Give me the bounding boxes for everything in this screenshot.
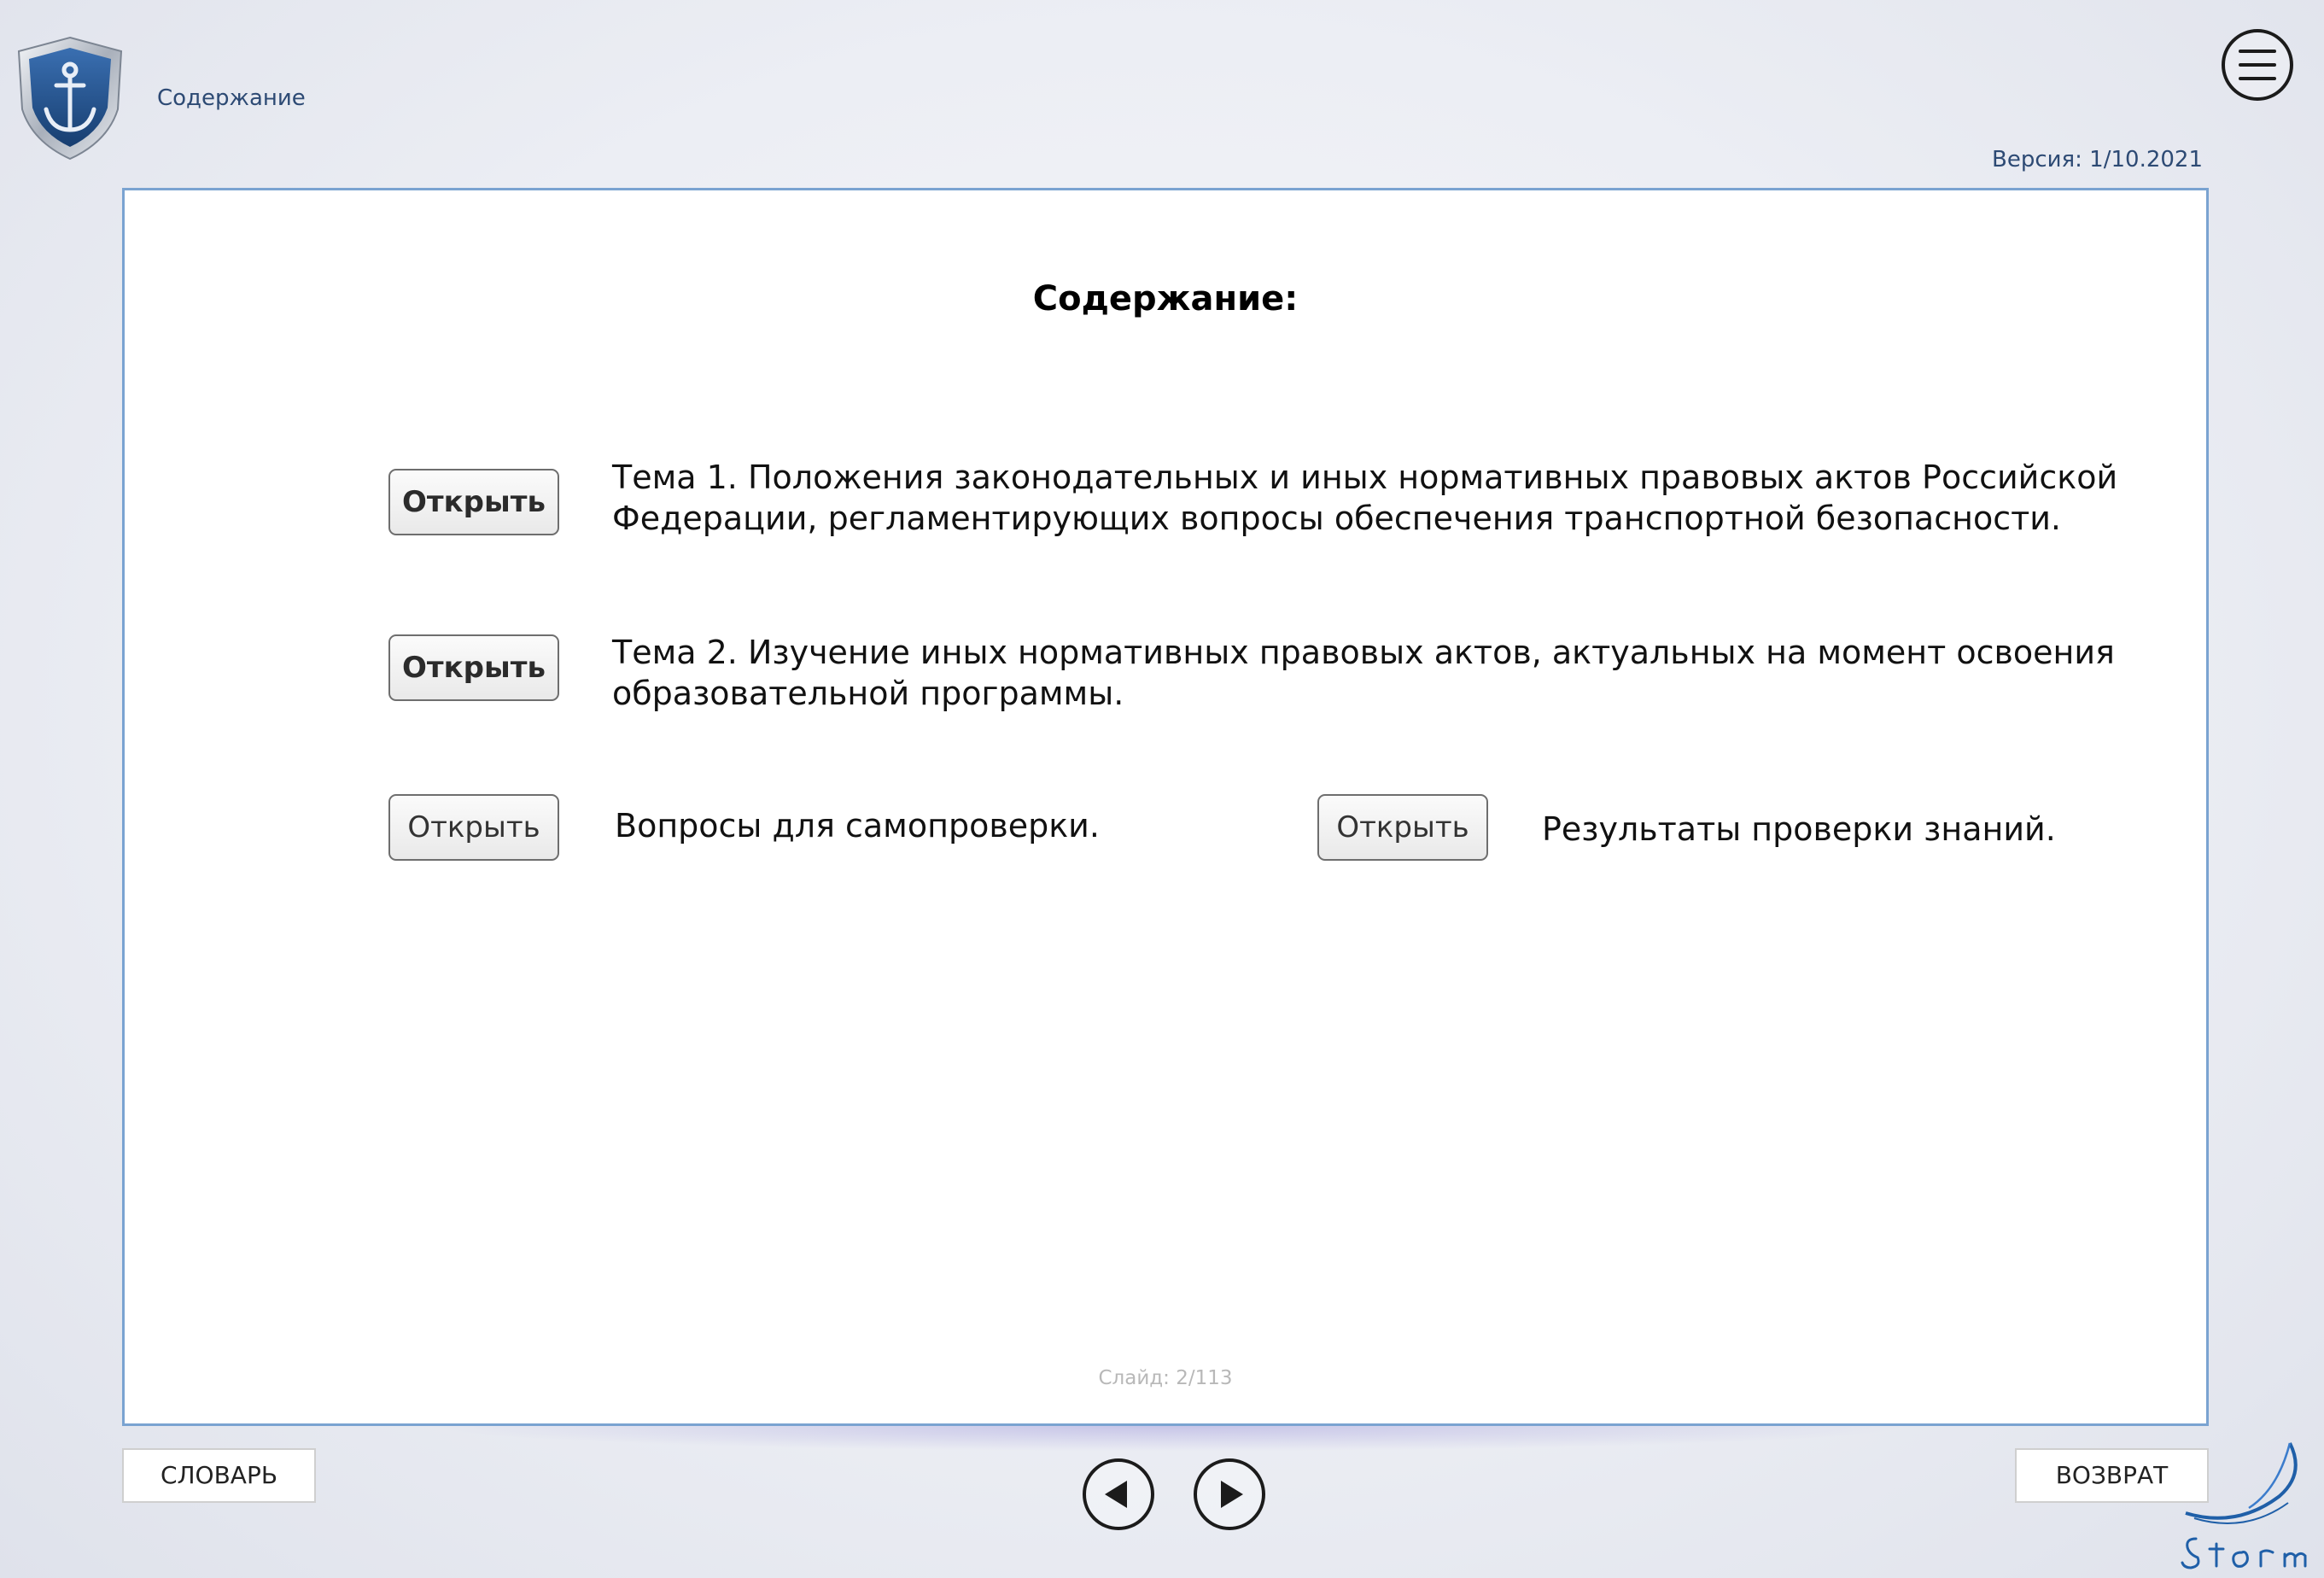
content-panel xyxy=(122,188,2209,1426)
hamburger-menu-icon[interactable] xyxy=(2222,29,2293,101)
results-text: Результаты проверки знаний. xyxy=(1542,810,2056,848)
page-title: Содержание: xyxy=(1032,279,1299,319)
topic-2-text: Тема 2. Изучение иных нормативных правовых актов, актуальных на момент освоения образовательной программы. xyxy=(612,634,2115,712)
version-label: Версия: 1/10.2021 xyxy=(1991,147,2203,172)
open-topic-1-button[interactable]: Открыть xyxy=(388,469,559,535)
open-self-check-button[interactable]: Открыть xyxy=(388,794,559,861)
back-button[interactable]: ВОЗВРАТ xyxy=(2015,1448,2209,1503)
breadcrumb: Содержание xyxy=(157,85,306,111)
self-check-text: Вопросы для самопроверки. xyxy=(615,807,1100,845)
open-topic-2-button[interactable]: Открыть xyxy=(388,634,559,701)
anchor-shield-icon xyxy=(12,34,128,162)
open-results-button[interactable]: Открыть xyxy=(1317,794,1488,861)
storm-logo xyxy=(2160,1435,2324,1578)
topic-1-text: Тема 1. Положения законодательных и иных нормативных правовых актов Российской Федерации, регламентирующих вопросы обеспечения транспортной безопасности. xyxy=(612,459,2118,537)
glossary-button[interactable]: СЛОВАРЬ xyxy=(122,1448,316,1503)
next-arrow-icon[interactable] xyxy=(1194,1458,1265,1530)
prev-arrow-icon[interactable] xyxy=(1083,1458,1154,1530)
slide-counter: Слайд: 2/113 xyxy=(1098,1367,1233,1389)
